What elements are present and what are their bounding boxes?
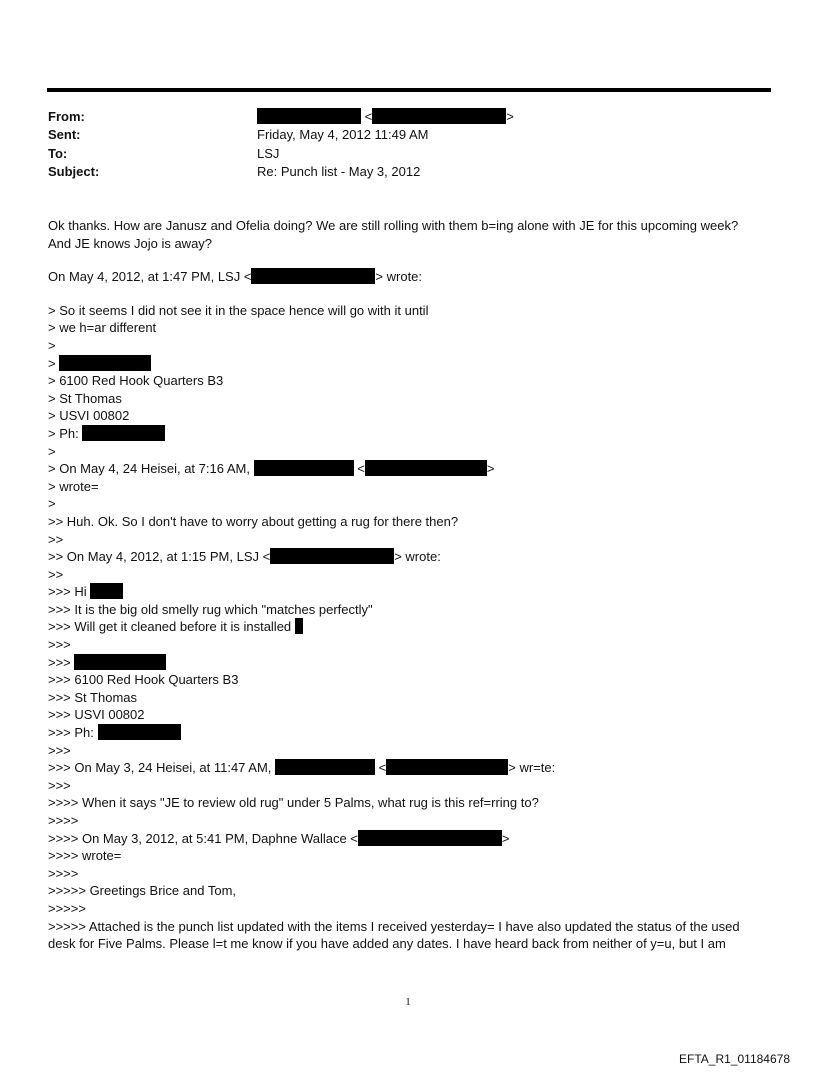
redaction-block <box>59 355 151 371</box>
quote-line: >>>> When it says "JE to review old rug" under 5 Palms, what rug is this ref=rring to? <box>48 795 539 811</box>
redaction-block <box>254 460 354 476</box>
redaction-block <box>251 268 375 284</box>
redaction-block <box>358 830 502 846</box>
redaction-block <box>74 654 166 670</box>
redaction-block <box>257 108 361 124</box>
quote-line: >>> <box>48 654 772 672</box>
header-rule <box>47 88 771 92</box>
redaction-block <box>82 425 165 441</box>
subject-value: Re: Punch list - May 3, 2012 <box>257 164 421 179</box>
redaction-block <box>372 108 506 124</box>
redaction-block <box>90 583 123 599</box>
quote-line: > Ph: <box>48 425 772 443</box>
quote-line: >>> Hi <box>48 583 772 601</box>
quote-line: > USVI 00802 <box>48 408 130 424</box>
subject-label: Subject: <box>48 164 100 179</box>
redaction-block <box>365 460 487 476</box>
redaction-block <box>270 548 394 564</box>
quote-line: >> Huh. Ok. So I don't have to worry about getting a rug for there then? <box>48 513 459 529</box>
to-label: To: <box>48 146 68 161</box>
page-number: 1 <box>405 996 411 1008</box>
document-id: EFTA_R1_01184678 <box>679 1052 790 1066</box>
quote-line: > 6100 Red Hook Quarters B3 <box>48 373 224 389</box>
body-line: And JE knows Jojo is away? <box>48 235 213 251</box>
to-value: LSJ <box>257 146 280 161</box>
quote-line: >>> <box>48 777 71 793</box>
quote-line: >>>>> Attached is the punch list updated with the items I received yesterday= I have also updated the status of the used <box>48 918 740 934</box>
quote-line: >>> It is the big old smelly rug which "matches perfectly" <box>48 601 373 617</box>
redaction-block <box>98 724 181 740</box>
quote-line: >>>> On May 3, 2012, at 5:41 PM, Daphne Wallace < > <box>48 830 510 846</box>
quote-line: >>> Will get it cleaned before it is installed <box>48 618 772 636</box>
quote-line: > <box>48 337 56 353</box>
quote-line: >>>> <box>48 865 79 881</box>
quote-line: > we h=ar different <box>48 320 157 336</box>
quote-line: > wrote= <box>48 478 99 494</box>
body-line: On May 4, 2012, at 1:47 PM, LSJ < > wrote: <box>48 269 423 285</box>
quote-line: >>> USVI 00802 <box>48 707 145 723</box>
quote-line: > <box>48 496 56 512</box>
quote-line: >> On May 4, 2012, at 1:15 PM, LSJ < > wrote: <box>48 549 441 565</box>
quote-line: desk for Five Palms. Please l=t me know if you have added any dates. I have heard back from neither of y=u, but I am <box>48 936 726 952</box>
quote-line: > <box>48 443 56 459</box>
quote-line: >>> 6100 Red Hook Quarters B3 <box>48 672 239 688</box>
quote-line: > St Thomas <box>48 390 122 406</box>
redaction-block <box>295 618 303 634</box>
quote-line: >>> <box>48 742 71 758</box>
quote-line: >>>>> Greetings Brice and Tom, <box>48 883 237 899</box>
quote-line: > On May 4, 24 Heisei, at 7:16 AM, < > <box>48 461 495 477</box>
redaction-block <box>275 759 375 775</box>
quote-line: >> <box>48 566 64 582</box>
quote-line: >>> Ph: <box>48 724 772 742</box>
quote-line: > <box>48 355 772 373</box>
redaction-block <box>386 759 508 775</box>
email-body <box>48 217 772 953</box>
quote-line: >>>> <box>48 813 79 828</box>
quote-line: > So it seems I did not see it in the space hence will go with it until <box>48 302 429 318</box>
quote-line: >>> On May 3, 24 Heisei, at 11:47 AM, < > wr=te: <box>48 760 556 776</box>
sent-value: Friday, May 4, 2012 11:49 AM <box>257 127 429 142</box>
from-label: From: <box>48 109 85 124</box>
quote-line: >>> <box>48 637 71 653</box>
from-value: < > <box>257 108 514 126</box>
quote-line: >>> St Thomas <box>48 689 138 705</box>
quote-line: >>>>> <box>48 900 86 916</box>
quote-line: >> <box>48 531 64 547</box>
quote-line: >>>> wrote= <box>48 848 122 864</box>
body-line: Ok thanks. How are Janusz and Ofelia doing? We are still rolling with them b=ing alone with JE for this upcoming week? <box>48 218 739 233</box>
sent-label: Sent: <box>48 127 81 142</box>
